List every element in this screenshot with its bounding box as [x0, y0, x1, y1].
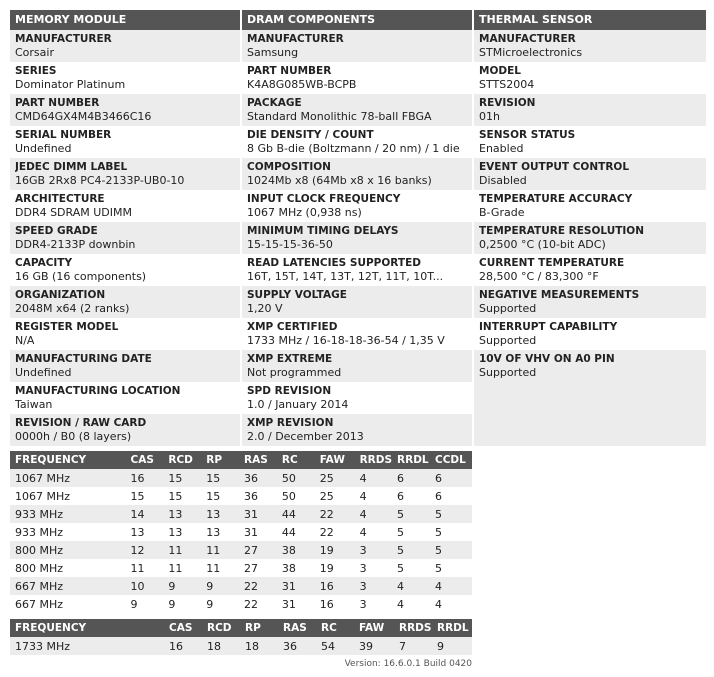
table-cell: 36: [278, 637, 316, 655]
field-label: REGISTER MODEL: [15, 321, 119, 333]
field-cell: [10, 190, 240, 222]
table-cell: 800 MHz: [10, 541, 126, 559]
table-cell: 11: [163, 559, 201, 577]
field-cell: [10, 414, 240, 446]
table-row: [10, 559, 472, 577]
field-label: PART NUMBER: [247, 65, 332, 77]
field-cell: [474, 350, 706, 382]
table-cell: 1733 MHz: [10, 637, 164, 655]
field-cell: [10, 382, 240, 414]
field-label: MINIMUM TIMING DELAYS: [247, 225, 399, 237]
column-header: CAS: [126, 451, 164, 469]
field-label: MANUFACTURER: [15, 33, 112, 45]
field-cell: [474, 286, 706, 318]
table-cell: 50: [277, 469, 315, 487]
field-cell: [10, 254, 240, 286]
table-cell: 11: [163, 541, 201, 559]
table-cell: 4: [430, 595, 472, 613]
table-cell: 16: [315, 577, 355, 595]
field-cell: [10, 158, 240, 190]
table-cell: 7: [394, 637, 432, 655]
field-label: NEGATIVE MEASUREMENTS: [479, 289, 640, 301]
field-value: Undefined: [15, 142, 72, 155]
table-cell: 18: [202, 637, 240, 655]
table-cell: 25: [315, 487, 355, 505]
table-cell: 38: [277, 541, 315, 559]
field-cell: [242, 30, 472, 62]
field-label: INPUT CLOCK FREQUENCY: [247, 193, 401, 205]
spd-info-panel: [10, 10, 710, 447]
table-cell: 13: [163, 523, 201, 541]
table-cell: 31: [277, 595, 315, 613]
field-label: SPEED GRADE: [15, 225, 98, 237]
table-cell: 15: [126, 487, 164, 505]
field-cell: [474, 94, 706, 126]
table-cell: 6: [430, 469, 472, 487]
field-value: Taiwan: [15, 398, 53, 411]
field-value: B-Grade: [479, 206, 525, 219]
table-cell: 54: [316, 637, 354, 655]
table-cell: 933 MHz: [10, 523, 126, 541]
field-cell: [242, 382, 472, 414]
table-cell: 15: [163, 469, 201, 487]
column-header: RP: [240, 619, 278, 637]
table-cell: 16: [164, 637, 202, 655]
table-row: [10, 577, 472, 595]
table-cell: 5: [392, 523, 430, 541]
column-header: FAW: [315, 451, 355, 469]
table-cell: 22: [315, 505, 355, 523]
column-header: RP: [201, 451, 239, 469]
field-label: REVISION: [479, 97, 536, 109]
field-label: SERIAL NUMBER: [15, 129, 112, 141]
column-header: CAS: [164, 619, 202, 637]
column-header: RCD: [163, 451, 201, 469]
table-cell: 5: [430, 523, 472, 541]
field-label: COMPOSITION: [247, 161, 331, 173]
field-label: SPD REVISION: [247, 385, 332, 397]
table-cell: 5: [392, 505, 430, 523]
table-cell: 11: [201, 541, 239, 559]
field-cell: [10, 94, 240, 126]
field-label: INTERRUPT CAPABILITY: [479, 321, 618, 333]
field-value: 1.0 / January 2014: [247, 398, 349, 411]
table-cell: 14: [126, 505, 164, 523]
field-label: CURRENT TEMPERATURE: [479, 257, 625, 269]
field-cell: [10, 350, 240, 382]
thermal-sensor-column: [474, 10, 706, 446]
table-cell: 27: [239, 559, 277, 577]
column-header: MEMORY MODULE: [10, 10, 240, 30]
field-label: MANUFACTURING DATE: [15, 353, 152, 365]
field-value: 01h: [479, 110, 500, 123]
field-label: DIE DENSITY / COUNT: [247, 129, 374, 141]
table-cell: 6: [392, 469, 430, 487]
field-cell: [474, 158, 706, 190]
field-value: Dominator Platinum: [15, 78, 126, 91]
field-label: MODEL: [479, 65, 521, 77]
table-cell: 4: [355, 487, 392, 505]
dram-components-column: [242, 10, 472, 446]
column-header: RAS: [278, 619, 316, 637]
field-cell: [10, 318, 240, 350]
column-header: CCDL: [430, 451, 472, 469]
table-cell: 9: [163, 577, 201, 595]
field-label: TEMPERATURE RESOLUTION: [479, 225, 645, 237]
table-cell: 18: [240, 637, 278, 655]
field-value: DDR4 SDRAM UDIMM: [15, 206, 132, 219]
field-value: STTS2004: [479, 78, 535, 91]
field-value: 16 GB (16 components): [15, 270, 147, 283]
field-value: Disabled: [479, 174, 527, 187]
field-cell: [10, 30, 240, 62]
table-cell: 6: [392, 487, 430, 505]
table-cell: 31: [277, 577, 315, 595]
table-cell: 933 MHz: [10, 505, 126, 523]
xmp-timing-table: [10, 619, 472, 655]
table-cell: 11: [201, 559, 239, 577]
jedec-timing-table: [10, 451, 472, 613]
table-cell: 9: [126, 595, 164, 613]
table-cell: 3: [355, 595, 392, 613]
table-cell: 31: [239, 505, 277, 523]
table-cell: 4: [392, 577, 430, 595]
table-cell: 9: [201, 577, 239, 595]
table-cell: 19: [315, 541, 355, 559]
column-header: RC: [316, 619, 354, 637]
field-value: Supported: [479, 334, 537, 347]
field-label: MANUFACTURER: [247, 33, 344, 45]
table-cell: 667 MHz: [10, 577, 126, 595]
field-cell: [474, 190, 706, 222]
field-value: K4A8G085WB-BCPB: [247, 78, 357, 91]
table-cell: 44: [277, 505, 315, 523]
column-header: THERMAL SENSOR: [474, 10, 706, 30]
table-cell: 6: [430, 487, 472, 505]
field-value: Standard Monolithic 78-ball FBGA: [247, 110, 432, 123]
table-cell: 9: [432, 637, 472, 655]
field-value: 2.0 / December 2013: [247, 430, 364, 443]
table-cell: 12: [126, 541, 164, 559]
field-label: MANUFACTURER: [479, 33, 576, 45]
table-cell: 22: [239, 595, 277, 613]
field-value: Enabled: [479, 142, 524, 155]
field-cell: [10, 222, 240, 254]
field-value: 1733 MHz / 16-18-18-36-54 / 1,35 V: [247, 334, 445, 347]
table-cell: 13: [126, 523, 164, 541]
table-cell: 36: [239, 469, 277, 487]
field-cell: [10, 286, 240, 318]
field-value: Not programmed: [247, 366, 342, 379]
column-header: DRAM COMPONENTS: [242, 10, 472, 30]
table-cell: 10: [126, 577, 164, 595]
table-cell: 25: [315, 469, 355, 487]
field-cell: [10, 62, 240, 94]
table-cell: 5: [430, 505, 472, 523]
field-label: XMP REVISION: [247, 417, 334, 429]
table-cell: 13: [163, 505, 201, 523]
field-cell: [242, 286, 472, 318]
column-header: RC: [277, 451, 315, 469]
field-cell: [474, 254, 706, 286]
field-value: 0000h / B0 (8 layers): [15, 430, 132, 443]
table-row: [10, 541, 472, 559]
field-label: XMP CERTIFIED: [247, 321, 338, 333]
table-cell: 667 MHz: [10, 595, 126, 613]
table-cell: 16: [126, 469, 164, 487]
column-header: RRDS: [394, 619, 432, 637]
field-value: DDR4-2133P downbin: [15, 238, 136, 251]
field-cell: [10, 126, 240, 158]
table-cell: 44: [277, 523, 315, 541]
table-cell: 15: [201, 487, 239, 505]
table-row: [10, 469, 472, 487]
column-header: RRDL: [392, 451, 430, 469]
field-label: EVENT OUTPUT CONTROL: [479, 161, 630, 173]
empty-cell: [474, 414, 706, 446]
table-cell: 4: [355, 523, 392, 541]
field-cell: [474, 318, 706, 350]
column-header: RCD: [202, 619, 240, 637]
column-header: FAW: [354, 619, 394, 637]
field-value: 1024Mb x8 (64Mb x8 x 16 banks): [247, 174, 432, 187]
field-value: STMicroelectronics: [479, 46, 583, 59]
table-cell: 11: [126, 559, 164, 577]
table-row: [10, 595, 472, 613]
field-value: 28,500 °C / 83,300 °F: [479, 270, 599, 283]
field-label: ARCHITECTURE: [15, 193, 105, 205]
field-cell: [474, 222, 706, 254]
table-cell: 5: [430, 559, 472, 577]
table-cell: 4: [392, 595, 430, 613]
table-cell: 3: [355, 559, 392, 577]
field-label: SUPPLY VOLTAGE: [247, 289, 347, 301]
field-label: CAPACITY: [15, 257, 73, 269]
field-value: 16T, 15T, 14T, 13T, 12T, 11T, 10T...: [247, 270, 444, 283]
table-cell: 19: [315, 559, 355, 577]
table-cell: 13: [201, 523, 239, 541]
field-value: Supported: [479, 366, 537, 379]
field-label: ORGANIZATION: [15, 289, 106, 301]
field-value: 1067 MHz (0,938 ns): [247, 206, 362, 219]
table-row: [10, 523, 472, 541]
field-cell: [242, 190, 472, 222]
table-cell: 36: [239, 487, 277, 505]
table-cell: 3: [355, 577, 392, 595]
field-value: 15-15-15-36-50: [247, 238, 333, 251]
field-label: SERIES: [15, 65, 57, 77]
column-header: FREQUENCY: [10, 619, 164, 637]
field-label: TEMPERATURE ACCURACY: [479, 193, 633, 205]
table-cell: 31: [239, 523, 277, 541]
field-label: MANUFACTURING LOCATION: [15, 385, 181, 397]
table-cell: 9: [201, 595, 239, 613]
table-cell: 16: [315, 595, 355, 613]
table-cell: 9: [163, 595, 201, 613]
table-cell: 3: [355, 541, 392, 559]
field-cell: [242, 94, 472, 126]
table-row: [10, 505, 472, 523]
table-cell: 4: [355, 469, 392, 487]
table-cell: 50: [277, 487, 315, 505]
field-value: CMD64GX4M4B3466C16: [15, 110, 152, 123]
field-cell: [242, 158, 472, 190]
table-cell: 22: [239, 577, 277, 595]
field-value: 8 Gb B-die (Boltzmann / 20 nm) / 1 die: [247, 142, 460, 155]
field-cell: [474, 62, 706, 94]
field-value: Samsung: [247, 46, 299, 59]
field-cell: [474, 126, 706, 158]
field-cell: [242, 414, 472, 446]
table-cell: 5: [430, 541, 472, 559]
table-row: [10, 637, 472, 655]
field-label: PART NUMBER: [15, 97, 100, 109]
field-value: Corsair: [15, 46, 54, 59]
field-label: JEDEC DIMM LABEL: [15, 161, 128, 173]
table-cell: 38: [277, 559, 315, 577]
field-label: XMP EXTREME: [247, 353, 333, 365]
column-header: RRDS: [355, 451, 392, 469]
field-value: 16GB 2Rx8 PC4-2133P-UB0-10: [15, 174, 185, 187]
memory-module-column: [10, 10, 240, 446]
field-cell: [242, 222, 472, 254]
table-cell: 800 MHz: [10, 559, 126, 577]
field-cell: [242, 318, 472, 350]
field-cell: [242, 350, 472, 382]
field-value: Supported: [479, 302, 537, 315]
table-cell: 39: [354, 637, 394, 655]
table-cell: 1067 MHz: [10, 469, 126, 487]
column-header: FREQUENCY: [10, 451, 126, 469]
table-cell: 22: [315, 523, 355, 541]
field-value: 1,20 V: [247, 302, 283, 315]
table-cell: 15: [163, 487, 201, 505]
table-cell: 5: [392, 541, 430, 559]
table-cell: 27: [239, 541, 277, 559]
table-cell: 1067 MHz: [10, 487, 126, 505]
field-label: REVISION / RAW CARD: [15, 417, 147, 429]
column-header: RAS: [239, 451, 277, 469]
table-cell: 13: [201, 505, 239, 523]
table-cell: 5: [392, 559, 430, 577]
field-cell: [474, 30, 706, 62]
field-label: 10V OF VHV ON A0 PIN: [479, 353, 615, 365]
version-label: Version: 16.6.0.1 Build 0420: [344, 659, 472, 669]
field-label: PACKAGE: [247, 97, 302, 109]
field-cell: [242, 254, 472, 286]
table-cell: 4: [355, 505, 392, 523]
table-row: [10, 487, 472, 505]
empty-cell: [474, 382, 706, 414]
table-cell: 4: [430, 577, 472, 595]
field-cell: [242, 126, 472, 158]
table-cell: 15: [201, 469, 239, 487]
field-cell: [242, 62, 472, 94]
field-value: N/A: [15, 334, 35, 347]
field-value: 0,2500 °C (10-bit ADC): [479, 238, 606, 251]
field-value: Undefined: [15, 366, 72, 379]
field-label: READ LATENCIES SUPPORTED: [247, 257, 421, 269]
column-header: RRDL: [432, 619, 472, 637]
field-label: SENSOR STATUS: [479, 129, 576, 141]
field-value: 2048M x64 (2 ranks): [15, 302, 130, 315]
